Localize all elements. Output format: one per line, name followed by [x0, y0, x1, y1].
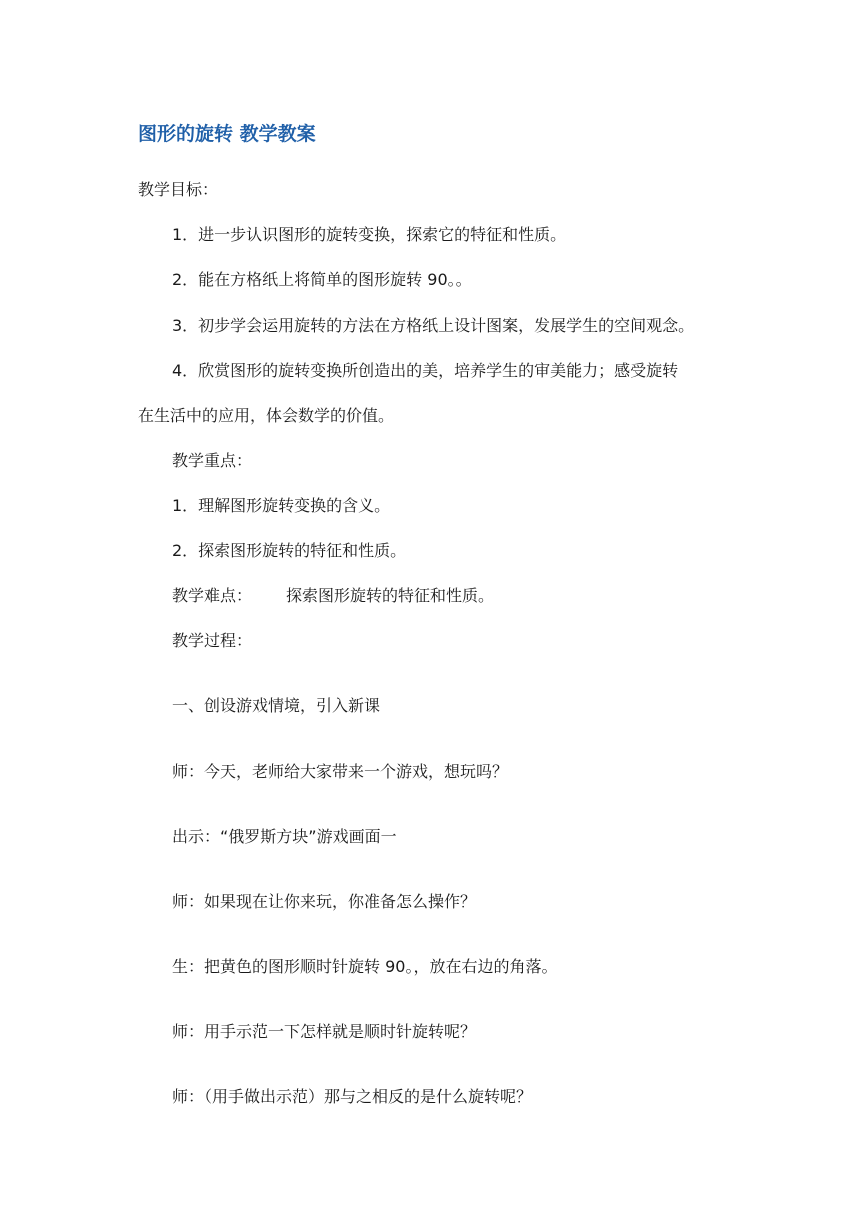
dialogue-line: 生：把黄色的图形顺时针旋转 90。，放在右边的角落。	[172, 957, 558, 976]
dialogue-line: 师：如果现在让你来玩，你准备怎么操作？	[172, 892, 477, 911]
dialogue-line: 师：用手示范一下怎样就是顺时针旋转呢？	[172, 1022, 477, 1041]
objectives-heading: 教学目标：	[138, 180, 219, 199]
dialogue-line: 师：今天，老师给大家带来一个游戏，想玩吗？	[172, 762, 509, 781]
difficulty-label: 教学难点：	[172, 586, 253, 605]
dialogue-line: 师：（用手做出示范）那与之相反的是什么旋转呢？	[172, 1087, 533, 1106]
objective-item: 3．初步学会运用旋转的方法在方格纸上设计图案，发展学生的空间观念。	[172, 316, 695, 335]
document-title: 图形的旋转 教学教案	[138, 123, 316, 145]
process-heading: 教学过程：	[172, 631, 253, 650]
key-point-item: 2．探索图形旋转的特征和性质。	[172, 541, 407, 560]
difficulty-text: 探索图形旋转的特征和性质。	[286, 586, 495, 605]
dialogue-line: 出示：“俄罗斯方块”游戏画面一	[172, 827, 397, 846]
section-heading: 一、创设游戏情境，引入新课	[172, 696, 381, 715]
objective-item: 1．进一步认识图形的旋转变换，探索它的特征和性质。	[172, 225, 567, 244]
objective-item: 4．欣赏图形的旋转变换所创造出的美，培养学生的审美能力；感受旋转	[172, 361, 679, 380]
objective-item: 2．能在方格纸上将简单的图形旋转 90。。	[172, 270, 472, 289]
objective-item-continuation: 在生活中的应用，体会数学的价值。	[138, 406, 395, 425]
key-point-item: 1．理解图形旋转变换的含义。	[172, 496, 391, 515]
key-points-heading: 教学重点：	[172, 451, 253, 470]
difficulty-row	[172, 585, 494, 607]
